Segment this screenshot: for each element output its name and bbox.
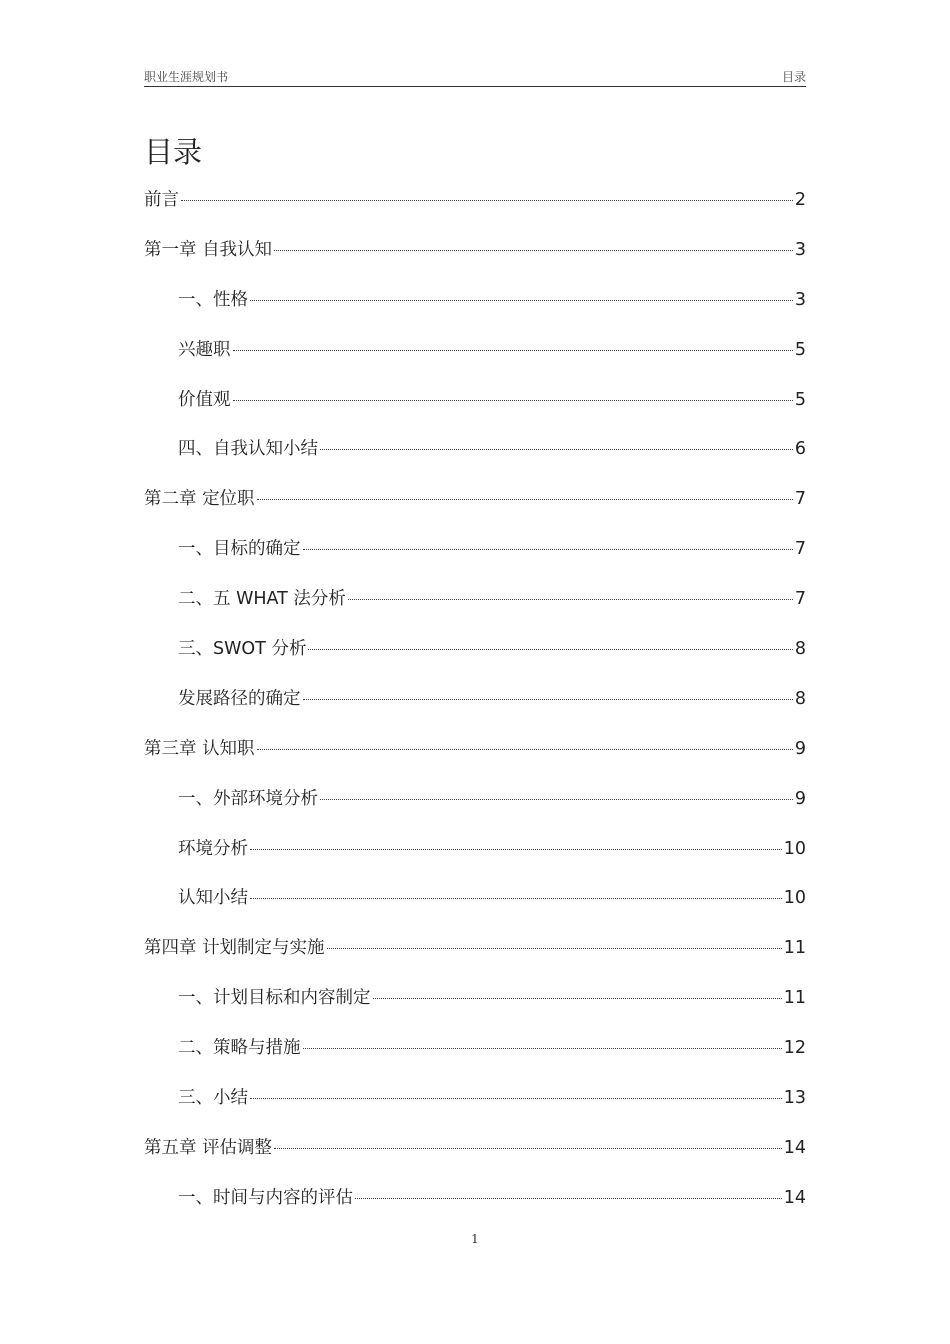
toc-entry-page: 5 <box>794 339 806 360</box>
toc-entry-page: 14 <box>783 1137 806 1158</box>
toc-entry[interactable] <box>144 235 806 285</box>
toc-entry-text: 第五章 评估调整 <box>144 1137 273 1158</box>
toc-entry-page: 12 <box>783 1038 806 1059</box>
toc-entry[interactable] <box>144 434 806 484</box>
toc-entry-page: 14 <box>783 1187 806 1208</box>
toc-entry[interactable] <box>144 634 806 684</box>
toc-entry-text: 发展路径的确定 <box>178 688 301 709</box>
toc-entry-text: 环境分析 <box>178 838 248 859</box>
toc-dot-leader <box>257 749 793 750</box>
toc-entry[interactable] <box>144 734 806 784</box>
toc-dot-leader <box>327 948 782 949</box>
toc-entry-text: 认知小结 <box>178 888 248 909</box>
toc-entry-text: 第四章 计划制定与实施 <box>144 938 325 959</box>
toc-dot-leader <box>303 699 793 700</box>
toc-dot-leader <box>250 898 782 899</box>
toc-entry[interactable] <box>144 1083 806 1133</box>
toc-entry[interactable] <box>144 285 806 335</box>
toc-dot-leader <box>233 400 793 401</box>
toc-entry-text: 一、外部环境分析 <box>178 788 318 809</box>
toc-entry-page: 11 <box>783 988 806 1009</box>
toc-entry[interactable] <box>144 1033 806 1083</box>
toc-entry-page: 3 <box>794 239 806 260</box>
toc-entry[interactable] <box>144 983 806 1033</box>
toc-entry-page: 10 <box>783 888 806 909</box>
page-header <box>144 66 806 87</box>
header-section-title: 目录 <box>781 70 806 84</box>
toc-title: 目录 <box>144 135 203 169</box>
toc-entry-text: 三、小结 <box>178 1088 248 1109</box>
toc-entry-text: 第三章 认知职 <box>144 738 255 759</box>
toc-dot-leader <box>274 250 793 251</box>
toc-dot-leader <box>348 599 793 600</box>
toc-entry-text: 兴趣职 <box>178 339 231 360</box>
toc-dot-leader <box>250 1098 782 1099</box>
toc-entry[interactable] <box>144 385 806 435</box>
toc-dot-leader <box>320 449 793 450</box>
toc-entry[interactable] <box>144 784 806 834</box>
toc-entry[interactable] <box>144 1133 806 1183</box>
toc-dot-leader <box>181 200 793 201</box>
toc-entry-text: 四、自我认知小结 <box>178 439 318 460</box>
toc-dot-leader <box>233 350 793 351</box>
toc-entry-text: 一、计划目标和内容制定 <box>178 988 371 1009</box>
toc-entry[interactable] <box>144 335 806 385</box>
toc-entry-page: 6 <box>794 439 806 460</box>
toc-entry-text: 第一章 自我认知 <box>144 239 273 260</box>
toc-dot-leader <box>250 849 782 850</box>
toc-entry-page: 9 <box>794 788 806 809</box>
table-of-contents <box>144 185 806 1233</box>
toc-dot-leader <box>308 649 792 650</box>
toc-entry-text: 三、SWOT 分析 <box>178 639 307 660</box>
toc-entry-page: 3 <box>794 289 806 310</box>
toc-entry[interactable] <box>144 933 806 983</box>
toc-dot-leader <box>274 1148 782 1149</box>
toc-entry[interactable] <box>144 584 806 634</box>
toc-entry[interactable] <box>144 534 806 584</box>
header-document-title: 职业生涯规划书 <box>144 70 229 84</box>
toc-entry-page: 7 <box>794 539 806 560</box>
toc-entry[interactable] <box>144 185 806 235</box>
toc-entry-text: 第二章 定位职 <box>144 489 255 510</box>
toc-entry-page: 2 <box>794 190 806 210</box>
toc-entry[interactable] <box>144 484 806 534</box>
toc-entry-page: 7 <box>794 589 806 610</box>
toc-entry-page: 8 <box>794 639 806 660</box>
toc-dot-leader <box>373 998 782 999</box>
toc-entry-text: 前言 <box>144 190 179 210</box>
toc-entry-text: 一、目标的确定 <box>178 539 301 560</box>
toc-entry-text: 二、五 WHAT 法分析 <box>178 589 346 610</box>
toc-entry-page: 11 <box>783 938 806 959</box>
toc-entry-page: 9 <box>794 738 806 759</box>
toc-entry-page: 7 <box>794 489 806 510</box>
toc-dot-leader <box>320 799 793 800</box>
toc-entry[interactable] <box>144 1183 806 1233</box>
toc-entry[interactable] <box>144 834 806 884</box>
toc-entry-page: 8 <box>794 688 806 709</box>
toc-entry-text: 二、策略与措施 <box>178 1038 301 1059</box>
toc-dot-leader <box>250 300 793 301</box>
toc-entry-text: 一、性格 <box>178 289 248 310</box>
toc-entry-text: 价值观 <box>178 389 231 410</box>
toc-entry-page: 5 <box>794 389 806 410</box>
page-number: 1 <box>471 1232 479 1246</box>
toc-dot-leader <box>303 549 793 550</box>
toc-dot-leader <box>257 499 793 500</box>
toc-entry[interactable] <box>144 684 806 734</box>
toc-entry-page: 13 <box>783 1088 806 1109</box>
toc-entry-page: 10 <box>783 838 806 859</box>
toc-entry-text: 一、时间与内容的评估 <box>178 1187 353 1208</box>
toc-dot-leader <box>303 1048 782 1049</box>
toc-entry[interactable] <box>144 883 806 933</box>
toc-dot-leader <box>355 1198 782 1199</box>
